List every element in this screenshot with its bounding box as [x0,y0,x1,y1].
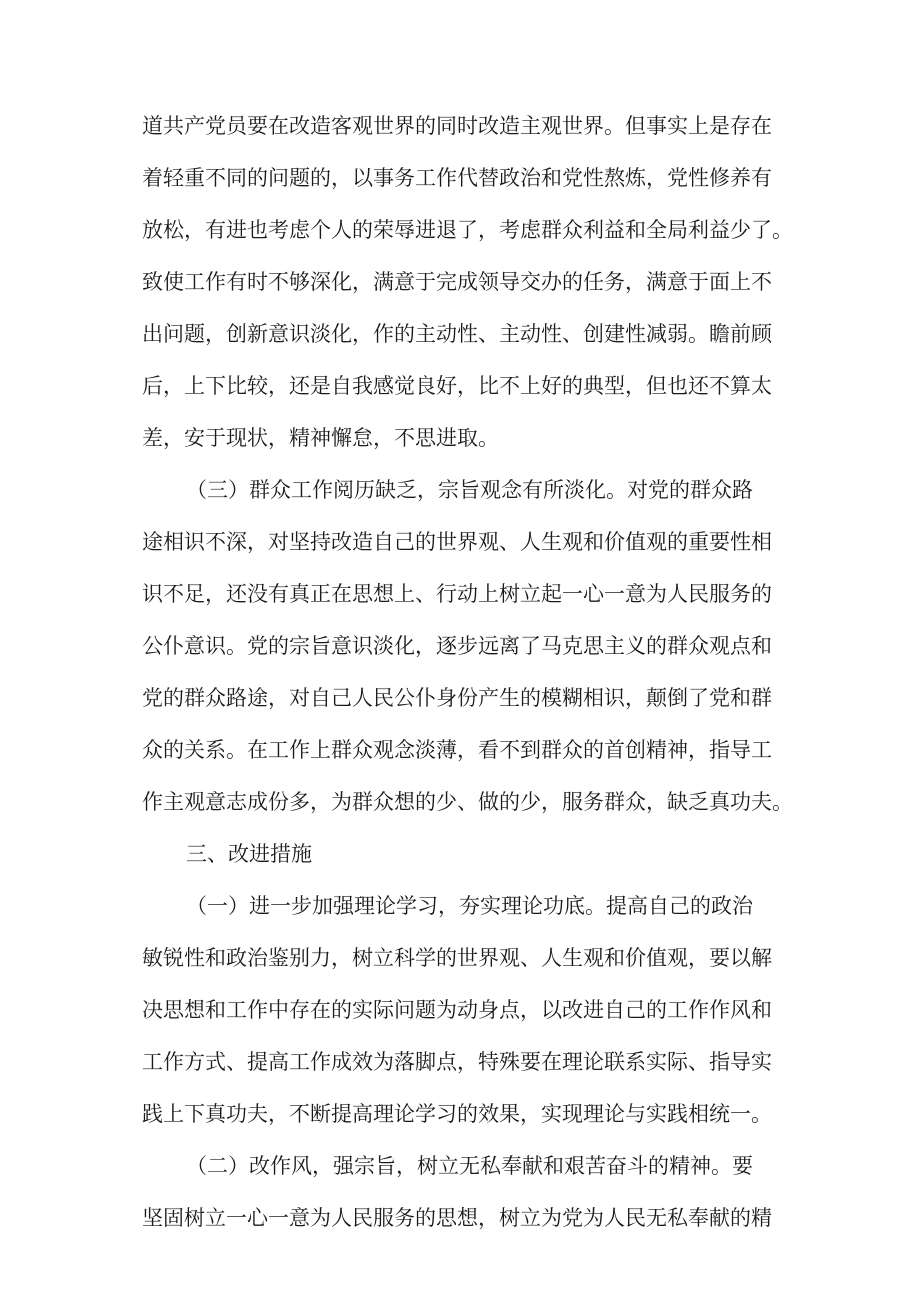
text-line: 着轻重不同的问题的，以事务工作代替政治和党性熬炼，党性修养有 [142,166,772,190]
paragraph-heading: （二）改作风，强宗旨，树立无私奉献和艰苦奋斗的精神。要 [186,1154,753,1178]
text-line: 践上下真功夫，不断提高理论学习的效果，实现理论与实践相统一。 [142,1102,772,1126]
section-heading: 三、改进措施 [186,842,312,866]
text-line: 途相识不深，对坚持改造自己的世界观、人生观和价值观的重要性相 [142,530,772,554]
text-line: 后，上下比较，还是自我感觉良好，比不上好的典型，但也还不算太 [142,374,772,398]
text-line: 众的关系。在工作上群众观念淡薄，看不到群众的首创精神，指导工 [142,738,772,762]
text-line: 坚固树立一心一意为人民服务的思想，树立为党为人民无私奉献的精 [142,1206,772,1230]
paragraph-heading: （三）群众工作阅历缺乏，宗旨观念有所淡化。对党的群众路 [186,478,753,502]
text-line: 出问题，创新意识淡化，作的主动性、主动性、创建性减弱。瞻前顾 [142,322,772,346]
text-line: 道共产党员要在改造客观世界的同时改造主观世界。但事实上是存在 [142,114,772,138]
text-line: 差，安于现状，精神懈怠，不思进取。 [142,426,499,450]
text-line: 致使工作有时不够深化，满意于完成领导交办的任务，满意于面上不 [142,270,772,294]
text-line: 公仆意识。党的宗旨意识淡化，逐步远离了马克思主义的群众观点和 [142,634,772,658]
text-line: 工作方式、提高工作成效为落脚点，特殊要在理论联系实际、指导实 [142,1050,772,1074]
text-line: 作主观意志成份多，为群众想的少、做的少，服务群众，缺乏真功夫。 [142,790,793,814]
text-line: 敏锐性和政治鉴别力，树立科学的世界观、人生观和价值观，要以解 [142,946,772,970]
text-line: 放松，有进也考虑个人的荣辱进退了，考虑群众利益和全局利益少了。 [142,218,793,242]
paragraph-heading: （一）进一步加强理论学习，夯实理论功底。提高自己的政治 [186,894,753,918]
text-line: 党的群众路途，对自己人民公仆身份产生的模糊相识，颠倒了党和群 [142,686,772,710]
text-line: 决思想和工作中存在的实际问题为动身点，以改进自己的工作作风和 [142,998,772,1022]
text-line: 识不足，还没有真正在思想上、行动上树立起一心一意为人民服务的 [142,582,772,606]
